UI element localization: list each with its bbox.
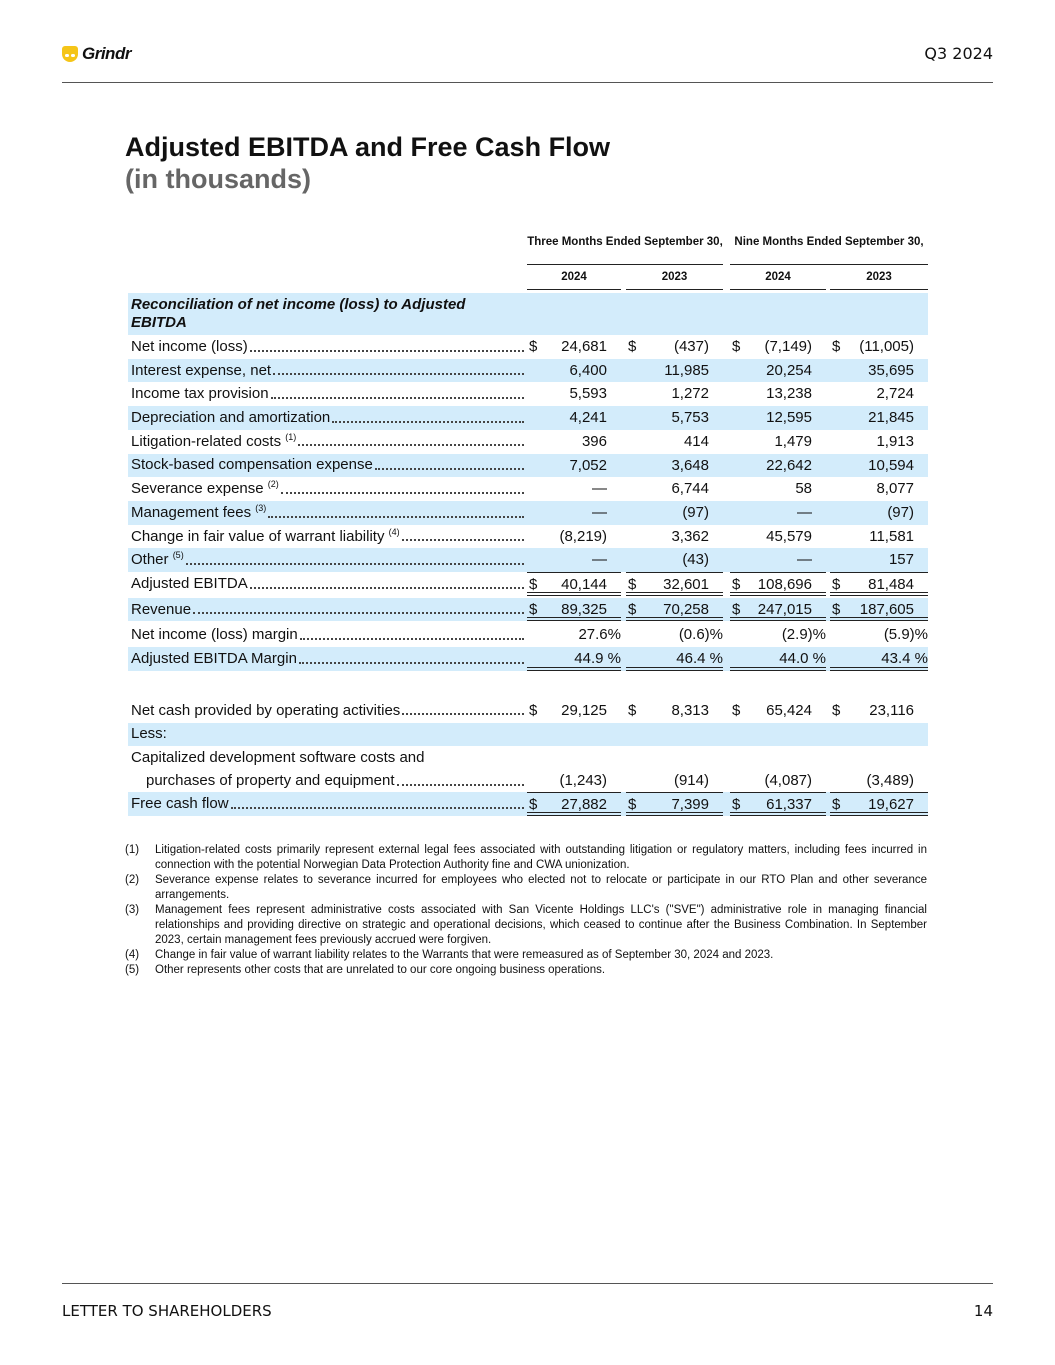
row-label: [131, 647, 524, 671]
dot-leader: [250, 350, 524, 352]
value-cell: [527, 598, 621, 622]
footnote-ref: (3): [255, 502, 267, 513]
row-label-text: Net income (loss) margin: [131, 626, 298, 644]
row-label: [131, 382, 524, 406]
row-label: [131, 501, 524, 525]
value-cell: [730, 598, 826, 622]
dollar-sign: $: [628, 701, 637, 719]
value-cell: [527, 430, 621, 454]
cell-value: (0.6)%: [678, 626, 723, 644]
row-label: [131, 792, 524, 816]
value-cell: [830, 769, 928, 792]
quarter-label: Q3 2024: [924, 44, 993, 63]
cell-value: —: [797, 551, 812, 569]
value-cell: [626, 359, 723, 383]
cell-value: 5,753: [671, 409, 709, 427]
cell-value: (8,219): [559, 527, 607, 545]
cell-value: 5,593: [569, 385, 607, 403]
row-label-text: Interest expense, net: [131, 361, 272, 379]
value-cell: [830, 647, 928, 671]
value-cell: [830, 406, 928, 430]
cell-value: 27.6%: [578, 626, 621, 644]
value-cell: [527, 382, 621, 406]
row-label-text: Litigation-related costs: [131, 432, 282, 450]
dollar-sign: $: [529, 338, 538, 355]
cell-value: 2,724: [876, 385, 914, 403]
dollar-sign: $: [732, 701, 741, 719]
footnote: [125, 903, 927, 948]
table-row: [128, 792, 928, 816]
value-cell: [626, 723, 723, 747]
cell-value: 10,594: [868, 456, 914, 474]
row-label-text: Adjusted EBITDA Margin: [131, 650, 297, 668]
dollar-sign: $: [832, 576, 841, 593]
dot-leader: [186, 563, 524, 565]
page-title: Adjusted EBITDA and Free Cash Flow: [125, 132, 611, 162]
cell-value: 44.0 %: [779, 650, 826, 668]
dollar-sign: $: [732, 600, 741, 618]
page-subtitle: (in thousands): [125, 164, 311, 194]
cell-value: (2.9)%: [781, 626, 826, 644]
cell-value: (11,005): [859, 338, 914, 355]
value-cell: [527, 572, 621, 596]
footnote-ref: (5): [172, 550, 184, 561]
cell-value: 11,581: [869, 527, 914, 545]
dot-leader: [300, 638, 524, 640]
value-cell: [730, 335, 826, 359]
cell-value: (1,243): [559, 772, 607, 790]
value-cell: [830, 359, 928, 383]
row-label-text: Income tax provision: [131, 385, 269, 403]
row-label-text: Other: [131, 551, 169, 569]
dollar-sign: $: [529, 796, 538, 814]
dollar-sign: $: [832, 796, 841, 814]
value-cell: [730, 699, 826, 723]
dollar-sign: $: [628, 576, 637, 593]
section-header: [128, 293, 928, 335]
value-cell: [830, 525, 928, 549]
table-row: [128, 501, 928, 525]
table-row: [128, 548, 928, 572]
row-label-text: Stock-based compensation expense: [131, 456, 373, 474]
cell-value: 29,125: [561, 701, 607, 719]
cell-value: 35,695: [868, 361, 914, 379]
table-row: [128, 406, 928, 430]
row-label: [131, 598, 524, 622]
row-label: [131, 623, 524, 647]
value-cell: [527, 359, 621, 383]
row-label-text: Management fees: [131, 503, 252, 521]
table-row: [128, 525, 928, 549]
value-cell: [830, 454, 928, 478]
footnote-text: Severance expense relates to severance incurred for employees who elected not to relocate or participate in our RTO Plan and other severance arrangements.: [155, 874, 927, 901]
cell-value: (5.9)%: [883, 626, 928, 644]
value-cell: [527, 647, 621, 671]
cell-value: (4,087): [764, 772, 812, 790]
table-row: [128, 598, 928, 622]
row-label: [131, 477, 524, 501]
row-label-text: Adjusted EBITDA: [131, 574, 248, 592]
cell-value: 21,845: [868, 409, 914, 427]
dot-leader: [332, 421, 524, 423]
cell-value: 13,238: [766, 385, 812, 403]
table-row: [128, 335, 928, 359]
dot-leader: [299, 662, 524, 664]
dollar-sign: $: [732, 576, 741, 593]
value-cell: [730, 792, 826, 816]
cell-value: 65,424: [766, 701, 812, 719]
cell-value: 46.4 %: [676, 650, 723, 668]
row-label: [131, 335, 524, 359]
row-label-text: Severance expense: [131, 480, 264, 498]
row-label: [131, 454, 524, 478]
value-cell: [730, 454, 826, 478]
value-cell: [626, 572, 723, 596]
row-label: [131, 699, 524, 723]
row-label-text: Net cash provided by operating activities: [131, 701, 401, 719]
row-label: [131, 548, 524, 572]
year-header: 2024: [527, 268, 621, 290]
row-label-text: purchases of property and equipment: [146, 772, 395, 790]
value-cell: [527, 525, 621, 549]
dollar-sign: $: [832, 338, 841, 355]
value-cell: [626, 769, 723, 792]
cell-value: 22,642: [766, 456, 812, 474]
footnote: [125, 873, 927, 903]
cell-value: (43): [682, 551, 709, 569]
cell-value: 7,052: [569, 456, 607, 474]
dollar-sign: $: [832, 701, 841, 719]
cell-value: (7,149): [764, 338, 812, 355]
value-cell: [830, 335, 928, 359]
value-cell: [527, 699, 621, 723]
footnotes: [125, 843, 927, 978]
dollar-sign: $: [529, 701, 538, 719]
value-cell: [527, 723, 621, 747]
table-row: [128, 382, 928, 406]
table-row: [128, 647, 928, 671]
value-cell: [730, 501, 826, 525]
cell-value: 20,254: [766, 361, 812, 379]
dot-leader: [273, 373, 524, 375]
cell-value: 8,077: [876, 480, 914, 498]
value-cell: [626, 382, 723, 406]
value-cell: [830, 430, 928, 454]
row-label-text: Change in fair value of warrant liability: [131, 527, 385, 545]
year-header: 2024: [730, 268, 826, 290]
row-label: [131, 723, 524, 747]
value-cell: [527, 548, 621, 572]
dot-leader: [281, 492, 524, 494]
footnote-ref: (2): [267, 479, 279, 490]
cell-value: 61,337: [766, 796, 812, 814]
dollar-sign: $: [628, 600, 637, 618]
footnote-number: (2): [125, 874, 140, 886]
row-label-text: Depreciation and amortization: [131, 409, 331, 427]
table-row: [128, 454, 928, 478]
footnote-text: Management fees represent administrative costs associated with San Vicente Holdings LLC's ("SVE") administrative role in managing financial relationships and providing directive on strategic and operational decisions, which ceased to continue after the Business Combination. In September 2023, certain management fees previously accrued were forgiven.: [155, 904, 927, 946]
footnote-text: Other represents other costs that are unrelated to our core ongoing business operations.: [155, 964, 606, 976]
cell-value: 3,648: [671, 456, 709, 474]
dollar-sign: $: [732, 796, 741, 814]
value-cell: [730, 623, 826, 647]
value-cell: [626, 335, 723, 359]
footnote: [125, 843, 927, 873]
table-row: [128, 723, 928, 747]
section-title: Reconciliation of net income (loss) to Adjusted EBITDA: [131, 296, 466, 331]
value-cell: [730, 382, 826, 406]
dot-leader: [397, 784, 525, 786]
value-cell: [626, 647, 723, 671]
cell-value: (97): [887, 503, 914, 521]
cell-value: 6,744: [671, 480, 709, 498]
cell-value: 70,258: [663, 600, 709, 618]
value-cell: [626, 548, 723, 572]
cell-value: 19,627: [868, 796, 914, 814]
cell-value: 40,144: [561, 576, 607, 593]
cell-value: —: [797, 503, 812, 521]
value-cell: [626, 792, 723, 816]
dot-leader: [231, 807, 524, 809]
cell-value: 58: [795, 480, 812, 498]
value-cell: [830, 792, 928, 816]
row-label-cont: [131, 769, 524, 793]
cell-value: (437): [673, 338, 709, 355]
value-cell: [730, 406, 826, 430]
value-cell: [626, 430, 723, 454]
cell-value: —: [592, 551, 607, 569]
cell-value: 81,484: [868, 576, 914, 593]
cell-value: 157: [888, 551, 914, 569]
value-cell: [730, 525, 826, 549]
table-row: [128, 623, 928, 647]
footnote-number: (1): [125, 844, 140, 856]
dollar-sign: $: [628, 338, 637, 355]
value-cell: [830, 382, 928, 406]
value-cell: [626, 406, 723, 430]
row-label: [131, 746, 524, 770]
footer-divider: [62, 1283, 993, 1284]
footnote-number: (3): [125, 904, 140, 916]
row-label-text: Capitalized development software costs and: [131, 749, 425, 767]
value-cell: [730, 723, 826, 747]
grindr-logo: [62, 44, 131, 64]
value-cell: [830, 723, 928, 747]
cell-value: 24,681: [561, 338, 607, 355]
footnote: [125, 948, 927, 963]
value-cell: [626, 699, 723, 723]
cell-value: 8,313: [671, 701, 709, 719]
footer-label: LETTER TO SHAREHOLDERS: [62, 1302, 272, 1320]
row-label: [131, 359, 524, 383]
value-cell: [626, 454, 723, 478]
dot-leader: [375, 468, 524, 470]
table-row: [128, 477, 928, 501]
dot-leader: [268, 516, 524, 518]
header-divider: [62, 82, 993, 83]
table-row: [128, 699, 928, 723]
value-cell: [730, 647, 826, 671]
cell-value: 396: [581, 432, 607, 450]
grindr-mask-icon: [62, 46, 78, 62]
cell-value: 6,400: [569, 361, 607, 379]
value-cell: [830, 598, 928, 622]
dot-leader: [402, 713, 524, 715]
footnote: [125, 963, 927, 978]
dollar-sign: $: [529, 576, 538, 593]
footnote-ref: (1): [285, 431, 297, 442]
cell-value: 187,605: [859, 600, 914, 618]
cell-value: 1,272: [671, 385, 709, 403]
cell-value: 108,696: [757, 576, 812, 593]
value-cell: [730, 769, 826, 792]
dollar-sign: $: [529, 600, 538, 618]
value-cell: [527, 501, 621, 525]
cell-value: 45,579: [766, 527, 812, 545]
cell-value: 89,325: [561, 600, 607, 618]
value-cell: [527, 792, 621, 816]
cell-value: (3,489): [866, 772, 914, 790]
value-cell: [730, 548, 826, 572]
dot-leader: [193, 612, 524, 614]
footnote-number: (5): [125, 964, 140, 976]
cell-value: 44.9 %: [574, 650, 621, 668]
value-cell: [730, 572, 826, 596]
row-label: [131, 430, 524, 454]
table-row: [128, 430, 928, 454]
cell-value: 414: [683, 432, 709, 450]
cell-value: 11,985: [664, 361, 709, 379]
dot-leader: [271, 397, 524, 399]
value-cell: [730, 477, 826, 501]
footnote-text: Change in fair value of warrant liability relates to the Warrants that were remeasured as of September 30, 2024 and 2023.: [155, 949, 774, 961]
cell-value: 1,479: [774, 432, 812, 450]
value-cell: [730, 430, 826, 454]
page-number: 14: [973, 1302, 993, 1320]
cell-value: 27,882: [561, 796, 607, 814]
value-cell: [527, 477, 621, 501]
dollar-sign: $: [732, 338, 741, 355]
value-cell: [527, 769, 621, 792]
cell-value: 12,595: [766, 409, 812, 427]
table-row: [128, 746, 928, 792]
value-cell: [830, 477, 928, 501]
cell-value: 3,362: [671, 527, 709, 545]
value-cell: [527, 335, 621, 359]
value-cell: [830, 501, 928, 525]
table-row: [128, 359, 928, 383]
cell-value: 1,913: [876, 432, 914, 450]
cell-value: 43.4 %: [881, 650, 928, 668]
value-cell: [527, 623, 621, 647]
dot-leader: [402, 539, 524, 541]
row-label-text: Revenue: [131, 600, 192, 618]
footnote-ref: (4): [388, 526, 400, 537]
cell-value: 23,116: [869, 701, 914, 719]
row-label: [131, 572, 524, 596]
value-cell: [527, 454, 621, 478]
value-cell: [626, 501, 723, 525]
dollar-sign: $: [832, 600, 841, 618]
value-cell: [626, 623, 723, 647]
year-header: 2023: [626, 268, 723, 290]
row-label-text: Net income (loss): [131, 337, 248, 355]
value-cell: [830, 548, 928, 572]
cell-value: (914): [673, 772, 709, 790]
row-label: [131, 406, 524, 430]
value-cell: [830, 699, 928, 723]
value-cell: [626, 525, 723, 549]
cell-value: 7,399: [671, 796, 709, 814]
row-label: [131, 525, 524, 549]
footnote-number: (4): [125, 949, 140, 961]
logo-text: Grindr: [82, 44, 131, 63]
value-cell: [830, 572, 928, 596]
group-header-nine-months: Nine Months Ended September 30,: [730, 236, 928, 265]
value-cell: [527, 406, 621, 430]
cell-value: 4,241: [569, 409, 607, 427]
dot-leader: [298, 444, 524, 446]
cell-value: 247,015: [757, 600, 812, 618]
cell-value: —: [592, 503, 607, 521]
row-label-text: Free cash flow: [131, 795, 229, 813]
footnote-text: Litigation-related costs primarily represent external legal fees associated with outstanding litigation or regulatory matters, including fees incurred in connection with the potential Norwegian Data Protection Authority fine and CWA unionization.: [155, 844, 927, 871]
group-header-three-months: Three Months Ended September 30,: [527, 236, 723, 265]
dot-leader: [250, 587, 524, 589]
cell-value: —: [592, 480, 607, 498]
cell-value: 32,601: [663, 576, 709, 593]
year-header: 2023: [830, 268, 928, 290]
cell-value: (97): [682, 503, 709, 521]
dollar-sign: $: [628, 796, 637, 814]
table-row: [128, 572, 928, 596]
value-cell: [626, 477, 723, 501]
value-cell: [830, 623, 928, 647]
value-cell: [730, 359, 826, 383]
value-cell: [626, 598, 723, 622]
row-label-text: Less:: [131, 725, 167, 743]
